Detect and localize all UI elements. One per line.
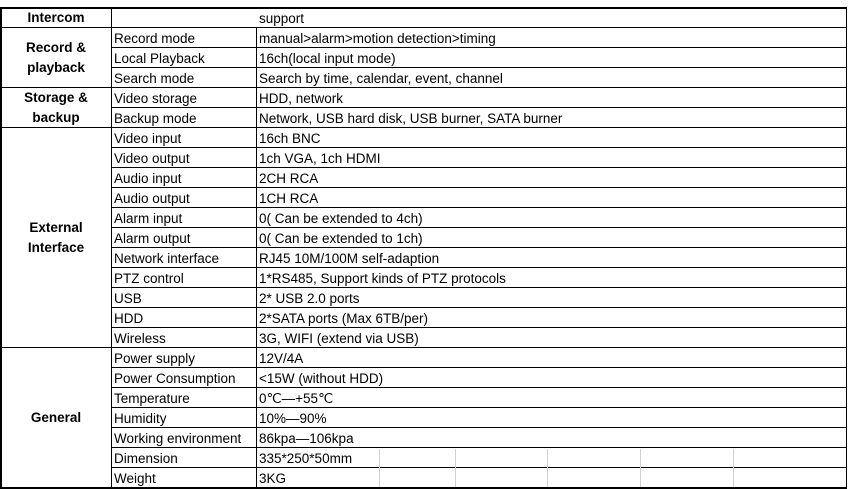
row-divider: [111, 247, 846, 248]
row-divider: [111, 307, 846, 308]
spec-label: Wireless: [114, 331, 166, 346]
spec-label: Network interface: [114, 251, 220, 266]
spec-label: HDD: [114, 311, 144, 326]
row-divider: [111, 227, 846, 228]
row-divider: [111, 187, 846, 188]
spec-label: [114, 8, 256, 28]
row-divider: [111, 467, 846, 468]
spreadsheet-gridline: [379, 449, 380, 487]
spec-label: Weight: [114, 471, 156, 486]
row-divider: [111, 407, 846, 408]
table-border-right: [846, 7, 847, 489]
spec-value: 2* USB 2.0 ports: [259, 291, 360, 306]
spec-label: Alarm input: [114, 211, 183, 226]
spec-label: Humidity: [114, 411, 167, 426]
spec-label: USB: [114, 291, 142, 306]
spec-label: Power Consumption: [114, 371, 236, 386]
category-cell: Storage & backup: [24, 90, 88, 125]
spec-value: 2CH RCA: [259, 171, 319, 186]
row-divider: [111, 47, 846, 48]
spec-value: 1ch VGA, 1ch HDMI: [259, 151, 381, 166]
row-divider: [111, 207, 846, 208]
spec-value: 86kpa—106kpa: [259, 431, 354, 446]
category-cell: Record & playback: [25, 40, 86, 75]
spec-value: manual>alarm>motion detection>timing: [259, 31, 496, 46]
row-divider: [111, 147, 846, 148]
row-divider: [111, 267, 846, 268]
spec-value: 2*SATA ports (Max 6TB/per): [259, 311, 429, 326]
spec-value: 10%—90%: [259, 411, 327, 426]
spec-label: Search mode: [114, 71, 195, 86]
category-cell: Intercom: [27, 10, 85, 25]
spec-value: 0( Can be extended to 4ch): [259, 211, 423, 226]
spreadsheet-gridline: [733, 449, 734, 487]
row-divider: [111, 327, 846, 328]
spec-value: 16ch(local input mode): [259, 51, 396, 66]
row-divider: [111, 427, 846, 428]
spec-value: 12V/4A: [259, 351, 304, 366]
row-divider: [111, 387, 846, 388]
spec-label: Power supply: [114, 351, 196, 366]
category-cell: External Interface: [27, 220, 85, 255]
spec-label: Audio input: [114, 171, 182, 186]
spec-value: support: [259, 11, 305, 26]
spec-label: Record mode: [114, 31, 196, 46]
spec-label: Video storage: [114, 91, 198, 106]
spec-label: Alarm output: [114, 231, 191, 246]
category-cell: General: [30, 410, 82, 425]
row-divider: [111, 67, 846, 68]
spec-value: 0( Can be extended to 1ch): [259, 231, 423, 246]
spreadsheet-gridline: [547, 449, 548, 487]
spec-value: 16ch BNC: [259, 131, 321, 146]
spec-value: Search by time, calendar, event, channel: [259, 71, 503, 86]
row-divider: [111, 107, 846, 108]
spreadsheet-gridline: [640, 449, 641, 487]
value-column-rule: [256, 27, 257, 489]
spec-value: 1CH RCA: [259, 191, 319, 206]
spreadsheet-gridline: [455, 449, 456, 487]
spec-value: <15W (without HDD): [259, 371, 384, 386]
spec-label: Working environment: [114, 431, 242, 446]
spec-value: 0℃—+55℃: [259, 391, 334, 406]
spec-value: 1*RS485, Support kinds of PTZ protocols: [259, 271, 506, 286]
label-column-rule: [111, 7, 112, 489]
row-divider: [111, 447, 846, 448]
row-divider: [111, 167, 846, 168]
spec-label: Temperature: [114, 391, 190, 406]
spec-value: Network, USB hard disk, USB burner, SATA burner: [259, 111, 563, 126]
table-border-left: [0, 7, 2, 489]
row-divider: [111, 287, 846, 288]
spec-value: HDD, network: [259, 91, 344, 106]
spec-label: Local Playback: [114, 51, 205, 66]
spec-label: Video output: [114, 151, 190, 166]
spec-value: 335*250*50mm: [259, 451, 353, 466]
spec-label: Dimension: [114, 451, 178, 466]
spec-label: PTZ control: [114, 271, 184, 286]
spec-label: Backup mode: [114, 111, 197, 126]
spec-label: Video input: [114, 131, 182, 146]
spec-value: RJ45 10M/100M self-adaption: [259, 251, 440, 266]
row-divider: [111, 367, 846, 368]
spec-value: 3KG: [259, 471, 287, 486]
spec-value: 3G, WIFI (extend via USB): [259, 331, 419, 346]
spec-label: Audio output: [114, 191, 190, 206]
